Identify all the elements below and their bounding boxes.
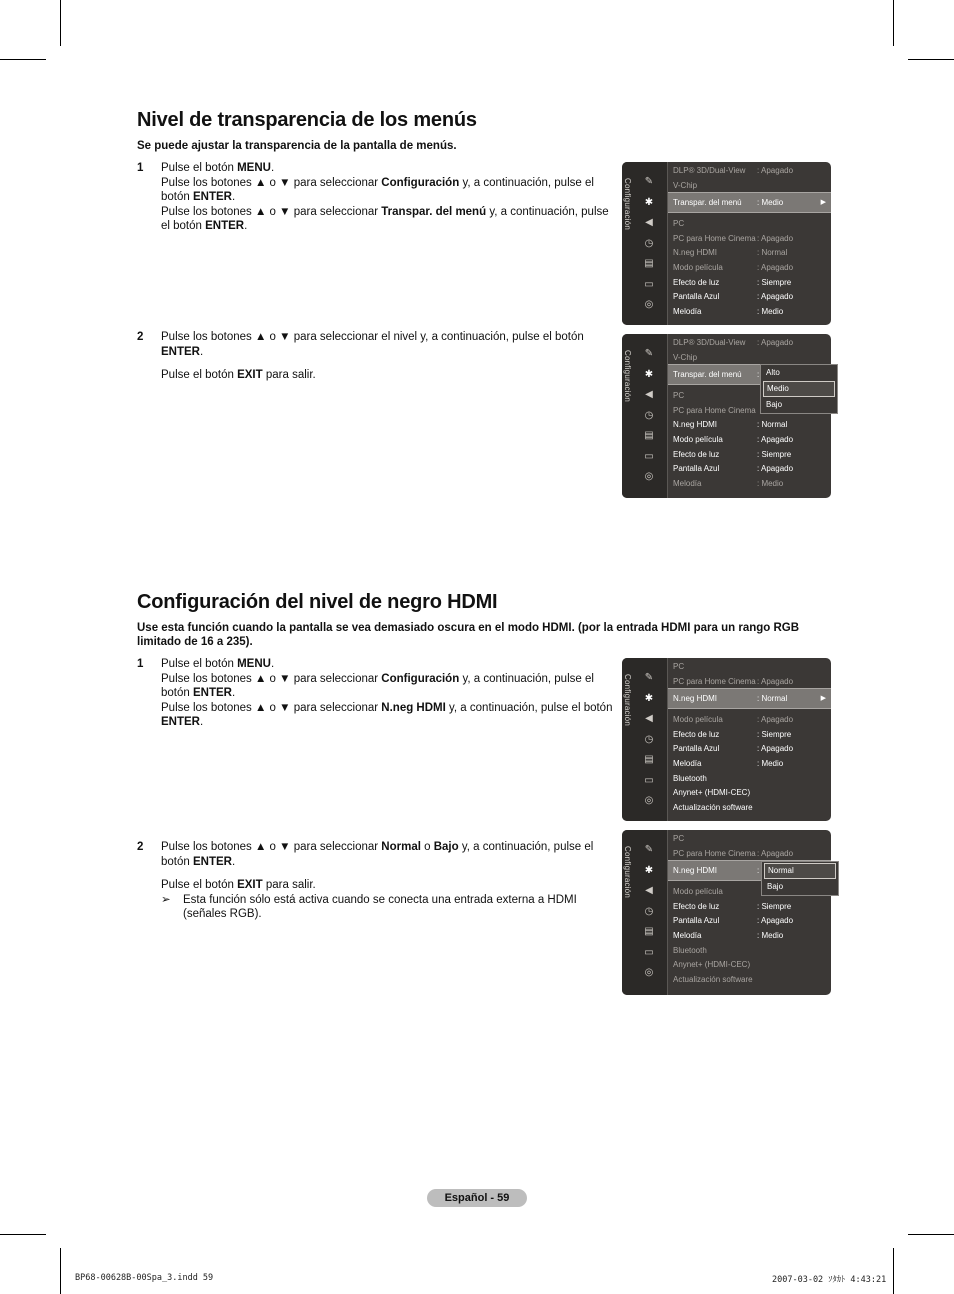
print-slug-left: BP68-00628B-00Spa_3.indd 59 xyxy=(75,1273,214,1283)
osd-item-label: Melodía xyxy=(673,931,702,940)
osd-option-list[interactable] xyxy=(761,861,839,896)
osd-item-label: Efecto de luz xyxy=(673,277,720,287)
input-icon[interactable]: ▤ xyxy=(644,926,654,937)
osd-item-label: V-Chip xyxy=(673,352,698,362)
channel-icon[interactable]: ◷ xyxy=(644,905,654,917)
step-number: 1 xyxy=(137,162,144,174)
osd-sidebar xyxy=(622,334,668,498)
osd-item-label: PC para Home Cinema xyxy=(673,233,756,243)
crop-mark xyxy=(0,59,46,60)
osd-menu-item[interactable] xyxy=(668,350,831,365)
osd-menu-item[interactable] xyxy=(668,417,831,432)
submenu-arrow-icon: ▶ xyxy=(820,695,826,703)
osd-item-label: DLP® 3D/Dual-View xyxy=(673,166,746,175)
function-icon[interactable]: ▭ xyxy=(644,774,654,786)
setup-icon[interactable]: ✱ xyxy=(644,864,654,876)
osd-item-label: N.neg HDMI xyxy=(673,420,718,430)
osd-item-label: PC para Home Cinema xyxy=(673,848,756,858)
osd-item-value: : Medio xyxy=(757,478,784,488)
osd-item-label: Transpar. del menú xyxy=(673,198,742,208)
channel-icon[interactable]: ◷ xyxy=(644,409,654,421)
osd-menu-item[interactable] xyxy=(668,957,831,972)
sound-icon[interactable]: ◀ xyxy=(645,713,653,724)
osd-item-label: PC para Home Cinema xyxy=(673,676,756,686)
osd-item-value: : Siempre xyxy=(757,277,792,287)
osd-menu-item[interactable] xyxy=(668,674,831,689)
osd-item-value: : Apagado xyxy=(757,715,794,725)
osd-menu-item[interactable] xyxy=(668,163,831,178)
osd-menu-item[interactable] xyxy=(668,913,831,928)
osd-option-selected[interactable]: Normal xyxy=(764,863,836,879)
crop-mark xyxy=(908,1234,954,1235)
osd-item-value: : Siempre xyxy=(757,901,792,911)
osd-item-label: Modo película xyxy=(673,715,723,725)
osd-menu-item[interactable] xyxy=(668,275,831,290)
osd-item-label: Bluetooth xyxy=(673,773,707,783)
setup-icon[interactable]: ✱ xyxy=(644,196,654,208)
osd-item-label: N.neg HDMI xyxy=(673,866,718,876)
function-icon[interactable]: ▭ xyxy=(644,946,654,958)
channel-icon[interactable]: ◷ xyxy=(644,733,654,745)
osd-item-label: Transpar. del menú xyxy=(673,370,742,380)
osd-item-value: : Apagado xyxy=(757,744,794,754)
osd-option[interactable]: Bajo xyxy=(767,882,784,891)
osd-menu-item[interactable] xyxy=(668,928,831,943)
osd-menu-item[interactable] xyxy=(668,688,831,709)
section-intro: Se puede ajustar la transparencia de la pantalla de menús. xyxy=(137,140,457,152)
osd-item-label: N.neg HDMI xyxy=(673,694,718,704)
setup-icon[interactable]: ✱ xyxy=(644,692,654,704)
osd-item-label: Melodía xyxy=(673,759,702,768)
osd-item-value: : Siempre xyxy=(757,729,792,739)
step-line: Pulse los botones ▲ o ▼ para seleccionar Configuración y, a continuación, pulse el botón ENTER. xyxy=(161,176,594,204)
osd-item-label: Efecto de luz xyxy=(673,729,720,739)
osd-menu-item[interactable] xyxy=(668,771,831,786)
picture-icon[interactable]: ✎ xyxy=(644,672,654,683)
osd-item-label: PC xyxy=(673,219,685,229)
osd-item-label: Actualización software xyxy=(673,802,753,812)
osd-item-value: : Apagado xyxy=(757,676,794,686)
osd-item-value: : Apagado xyxy=(757,435,794,444)
osd-item-value: : Medio xyxy=(757,931,784,940)
input-icon[interactable]: ▤ xyxy=(644,430,654,441)
step-line: Pulse los botones ▲ o ▼ para seleccionar Configuración y, a continuación, pulse el botón ENTER. xyxy=(161,672,594,700)
application-icon[interactable]: ◎ xyxy=(644,795,654,806)
sound-icon[interactable]: ◀ xyxy=(645,217,653,228)
osd-item-label: Modo película xyxy=(673,887,723,897)
picture-icon[interactable]: ✎ xyxy=(644,176,654,187)
osd-item-label: PC para Home Cinema xyxy=(673,405,756,415)
osd-item-label: Pantalla Azul xyxy=(673,292,720,302)
application-icon[interactable]: ◎ xyxy=(644,299,654,310)
osd-item-value: : Normal xyxy=(757,248,788,258)
osd-sidebar xyxy=(622,162,668,325)
osd-menu-item[interactable] xyxy=(668,260,831,275)
osd-item-value: : Apagado xyxy=(757,263,794,272)
application-icon[interactable]: ◎ xyxy=(644,471,654,482)
osd-sidebar xyxy=(622,830,668,995)
osd-category-label: Configuración xyxy=(623,674,632,726)
osd-item-value: : Apagado xyxy=(757,233,794,243)
osd-menu-item[interactable] xyxy=(668,712,831,727)
crop-mark xyxy=(908,59,954,60)
osd-item-value: : xyxy=(757,866,760,876)
osd-item-value: : Apagado xyxy=(757,338,794,347)
osd-menu-item[interactable] xyxy=(668,432,831,447)
osd-menu-item[interactable] xyxy=(668,846,831,861)
crop-mark xyxy=(893,1248,894,1294)
osd-menu xyxy=(622,830,831,995)
osd-menu-item[interactable] xyxy=(668,335,831,350)
step-number: 1 xyxy=(137,658,144,670)
osd-menu-item[interactable] xyxy=(668,476,831,491)
step-line: Pulse el botón EXIT para salir. xyxy=(161,879,316,892)
osd-menu-item[interactable] xyxy=(668,231,831,246)
osd-menu-item[interactable] xyxy=(668,727,831,742)
osd-item-label: Anynet+ (HDMI-CEC) xyxy=(673,788,751,798)
note: ➢ Esta función sólo está activa cuando se conecta una entrada externa a HDMI (señales RGB). xyxy=(161,893,577,921)
osd-item-label: PC xyxy=(673,834,685,843)
step-line: Pulse los botones ▲ o ▼ para seleccionar N.neg HDMI y, a continuación, pulse el botón ENTER. xyxy=(161,701,613,729)
function-icon[interactable]: ▭ xyxy=(644,450,654,462)
sound-icon[interactable]: ◀ xyxy=(645,389,653,400)
osd-item-label: Anynet+ (HDMI-CEC) xyxy=(673,960,751,970)
osd-item-value: : Apagado xyxy=(757,848,794,858)
osd-item-value: : Medio xyxy=(757,198,784,208)
osd-menu-item[interactable] xyxy=(668,943,831,958)
section-title: Nivel de transparencia de los menús xyxy=(137,109,477,131)
section-title: Configuración del nivel de negro HDMI xyxy=(137,591,498,613)
osd-item-label: DLP® 3D/Dual-View xyxy=(673,338,746,347)
print-slug-right: 2007-03-02 ｿﾀｶﾄ 4:43:21 xyxy=(772,1275,887,1285)
osd-item-label: N.neg HDMI xyxy=(673,248,718,258)
osd-menu xyxy=(622,162,831,325)
sound-icon[interactable]: ◀ xyxy=(645,885,653,896)
osd-item-label: PC xyxy=(673,391,685,401)
osd-menu-item[interactable] xyxy=(668,899,831,914)
osd-sidebar xyxy=(622,658,668,821)
osd-menu xyxy=(622,658,831,821)
osd-menu-item[interactable] xyxy=(668,461,831,476)
step-line: Pulse los botones ▲ o ▼ para seleccionar Normal o Bajo y, a continuación, pulse el botón ENTER. xyxy=(161,841,594,868)
osd-item-label: Actualización software xyxy=(673,974,753,984)
osd-menu-item[interactable] xyxy=(668,659,831,674)
osd-option-selected[interactable]: Medio xyxy=(763,381,835,397)
osd-item-value: : Normal xyxy=(757,694,788,704)
step-line: Pulse los botones ▲ o ▼ para seleccionar el nivel y, a continuación, pulse el botón ENTER. xyxy=(161,331,584,358)
osd-item-value: : Normal xyxy=(757,420,788,430)
crop-mark xyxy=(60,1248,61,1294)
osd-item-value: : xyxy=(757,370,760,380)
step-number: 2 xyxy=(137,331,144,343)
step-line: Pulse el botón EXIT para salir. xyxy=(161,369,316,382)
osd-menu xyxy=(622,334,831,498)
osd-menu-item[interactable] xyxy=(668,785,831,800)
step-2 xyxy=(137,840,617,922)
osd-menu-item[interactable] xyxy=(668,216,831,231)
osd-item-label: Pantalla Azul xyxy=(673,744,720,754)
step-line: Pulse el botón MENU. xyxy=(161,658,275,670)
crop-mark xyxy=(893,0,894,46)
osd-item-label: Efecto de luz xyxy=(673,449,720,459)
osd-item-value: : Siempre xyxy=(757,449,792,459)
osd-menu-item[interactable] xyxy=(668,192,831,213)
step-line: Pulse los botones ▲ o ▼ para seleccionar Transpar. del menú y, a continuación, pulse el botón ENTER. xyxy=(161,205,609,233)
osd-category-label: Configuración xyxy=(623,350,632,402)
setup-icon[interactable]: ✱ xyxy=(644,368,654,380)
osd-item-label: Efecto de luz xyxy=(673,901,720,911)
function-icon[interactable]: ▭ xyxy=(644,278,654,290)
osd-menu-item[interactable] xyxy=(668,289,831,304)
crop-mark xyxy=(60,0,61,46)
note-arrow-icon: ➢ xyxy=(161,893,171,906)
osd-item-label: Bluetooth xyxy=(673,945,707,955)
osd-option[interactable]: Bajo xyxy=(766,400,783,409)
osd-item-value: : Apagado xyxy=(757,292,794,302)
osd-menu-item[interactable] xyxy=(668,178,831,193)
osd-menu-item[interactable] xyxy=(668,800,831,815)
osd-item-value: : Medio xyxy=(757,759,784,768)
osd-menu-item[interactable] xyxy=(668,756,831,771)
input-icon[interactable]: ▤ xyxy=(644,258,654,269)
osd-menu-item[interactable] xyxy=(668,741,831,756)
osd-item-value: : Apagado xyxy=(757,464,794,474)
step-1 xyxy=(137,657,617,730)
osd-item-label: V-Chip xyxy=(673,180,698,190)
osd-item-label: Modo película xyxy=(673,435,723,444)
osd-menu-item[interactable] xyxy=(668,245,831,260)
crop-mark xyxy=(0,1234,46,1235)
submenu-arrow-icon: ▶ xyxy=(820,199,826,207)
osd-item-label: Modo película xyxy=(673,263,723,272)
osd-menu-item[interactable] xyxy=(668,304,831,319)
application-icon[interactable]: ◎ xyxy=(644,967,654,978)
osd-item-label: PC xyxy=(673,662,685,671)
picture-icon[interactable]: ✎ xyxy=(644,844,654,855)
osd-menu-item[interactable] xyxy=(668,972,831,987)
osd-item-value: : Medio xyxy=(757,306,784,316)
section-intro: Use esta función cuando la pantalla se vea demasiado oscura en el modo HDMI. (por la entrada HDMI para un rango RGB limitado de 16 a 235). xyxy=(137,622,800,648)
osd-category-label: Configuración xyxy=(623,846,632,898)
step-line: Pulse el botón MENU. xyxy=(161,162,275,174)
step-1 xyxy=(137,161,617,234)
osd-category-label: Configuración xyxy=(623,178,632,230)
osd-item-label: Melodía xyxy=(673,478,702,488)
osd-item-label: Melodía xyxy=(673,306,702,316)
picture-icon[interactable]: ✎ xyxy=(644,348,654,359)
channel-icon[interactable]: ◷ xyxy=(644,237,654,249)
page-number-badge: Español - 59 xyxy=(427,1189,527,1207)
osd-item-value: : Apagado xyxy=(757,166,794,175)
osd-menu-item[interactable] xyxy=(668,447,831,462)
osd-menu-item[interactable] xyxy=(668,831,831,846)
step-number: 2 xyxy=(137,841,144,853)
osd-item-value: : Apagado xyxy=(757,916,794,926)
osd-item-label: Pantalla Azul xyxy=(673,916,720,926)
input-icon[interactable]: ▤ xyxy=(644,754,654,765)
osd-item-label: Pantalla Azul xyxy=(673,464,720,474)
osd-option[interactable]: Alto xyxy=(766,368,780,377)
osd-option-list[interactable] xyxy=(760,364,838,414)
step-2 xyxy=(137,330,617,383)
